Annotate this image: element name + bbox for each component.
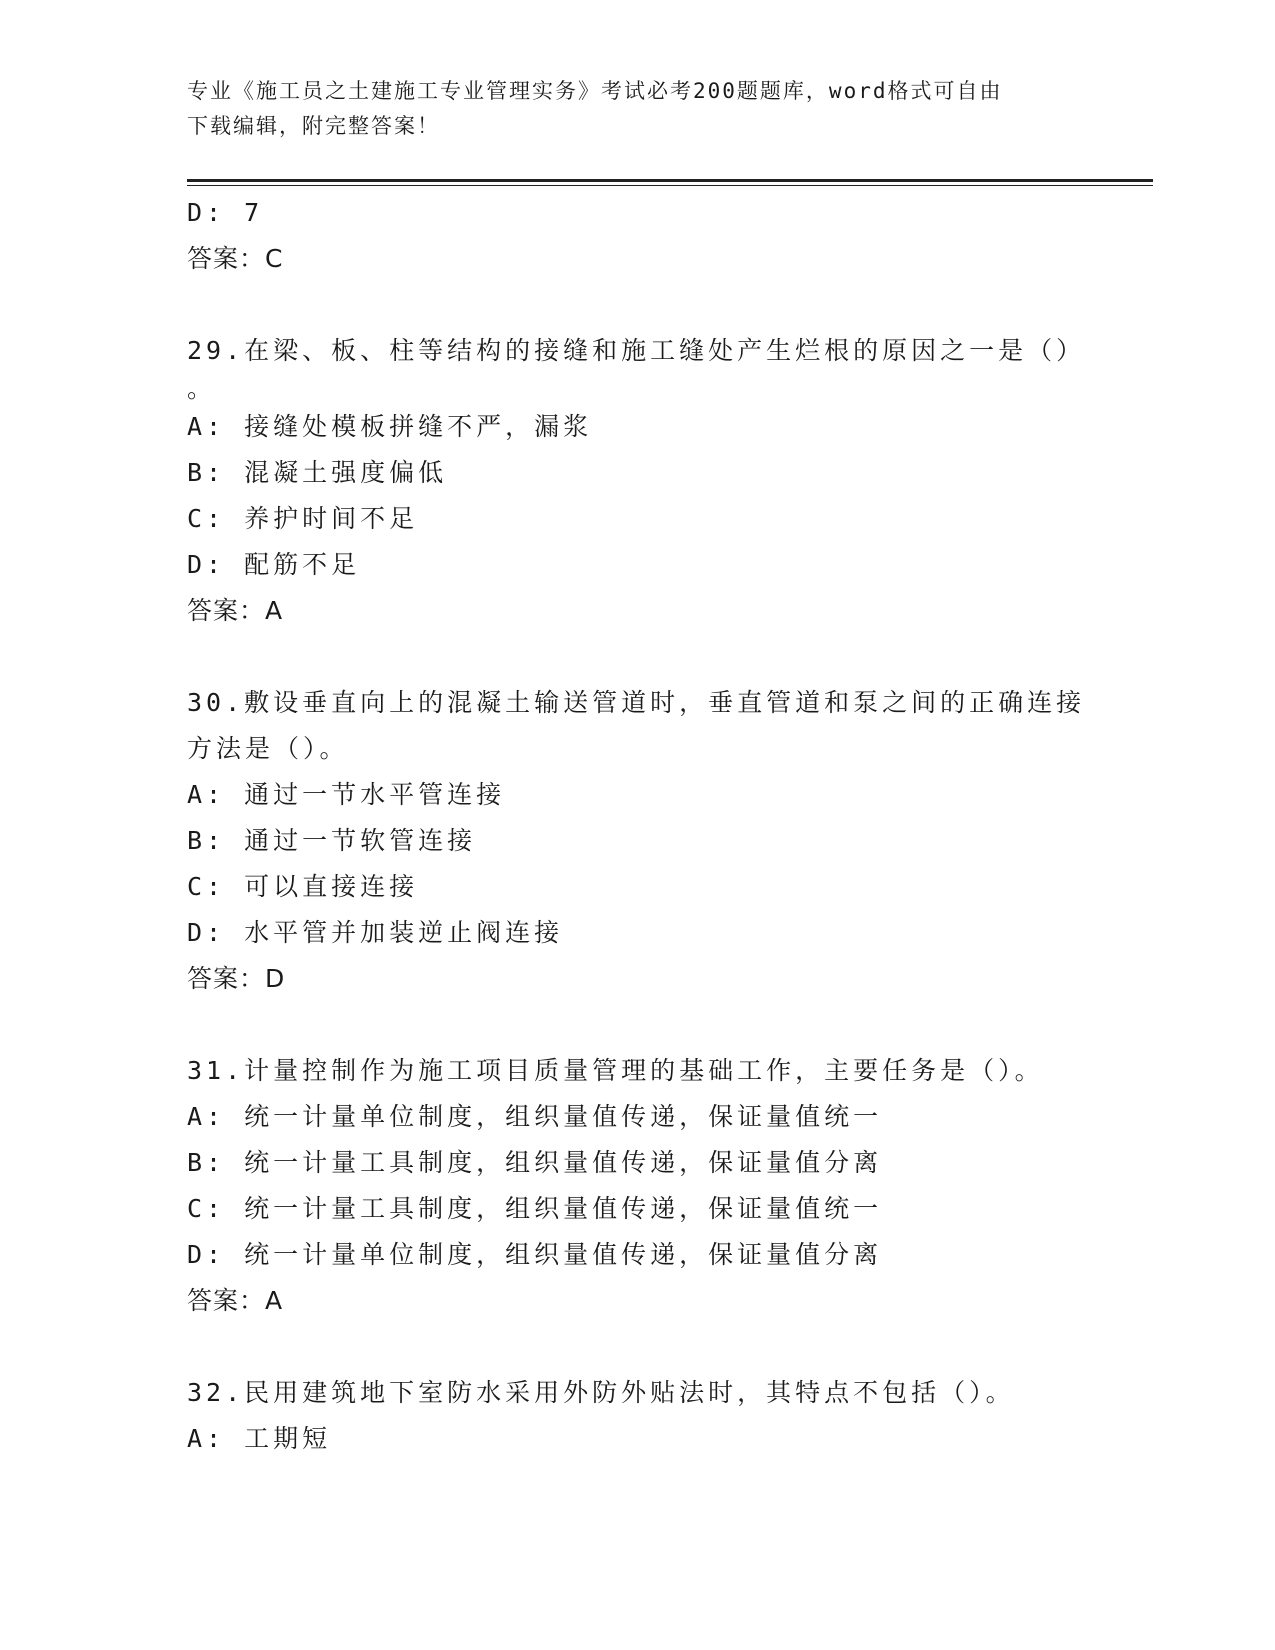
question-stem-continued: 方法是（）。 [187,734,349,763]
header-divider-thick [187,179,1153,182]
question-stem: 29.在梁、板、柱等结构的接缝和施工缝处产生烂根的原因之一是（） [187,336,1086,365]
option-a: A: 接缝处模板拼缝不严，漏浆 [187,412,593,441]
option-c: C: 可以直接连接 [187,872,419,901]
answer: 答案：C [187,244,284,273]
option-c: C: 养护时间不足 [187,504,419,533]
option-a: A: 通过一节水平管连接 [187,780,506,809]
option-b: B: 通过一节软管连接 [187,826,477,855]
header-line-2: 下载编辑，附完整答案！ [187,114,440,138]
question-31 [187,1048,1087,1324]
answer: 答案：A [187,596,284,625]
option-c: C: 统一计量工具制度，组织量值传递，保证量值统一 [187,1194,883,1223]
option-d: D: 统一计量单位制度，组织量值传递，保证量值分离 [187,1240,883,1269]
answer: 答案：D [187,964,286,993]
document-header [187,74,1067,144]
option-d: D: 7 [187,198,264,227]
question-stem: 32.民用建筑地下室防水采用外防外贴法时，其特点不包括（）。 [187,1378,1015,1407]
question-30 [187,680,1087,1002]
answer: 答案：A [187,1286,284,1315]
option-b: B: 混凝土强度偏低 [187,458,448,487]
option-a: A: 统一计量单位制度，组织量值传递，保证量值统一 [187,1102,883,1131]
option-d: D: 水平管并加装逆止阀连接 [187,918,564,947]
option-d: D: 配筋不足 [187,550,361,579]
question-29 [187,328,1087,634]
header-line-1: 专业《施工员之土建施工专业管理实务》考试必考200题题库，word格式可自由 [187,79,1003,103]
question-28-tail [187,190,1087,282]
option-a: A: 工期短 [187,1424,332,1453]
option-b: B: 统一计量工具制度，组织量值传递，保证量值分离 [187,1148,883,1177]
question-stem: 31.计量控制作为施工项目质量管理的基础工作，主要任务是（）。 [187,1056,1044,1085]
question-stem: 30.敷设垂直向上的混凝土输送管道时，垂直管道和泵之间的正确连接 [187,688,1086,717]
document-body [187,190,1087,1462]
header-divider-thin [187,185,1153,186]
question-32 [187,1370,1087,1462]
question-stem-continued: 。 [187,374,213,403]
